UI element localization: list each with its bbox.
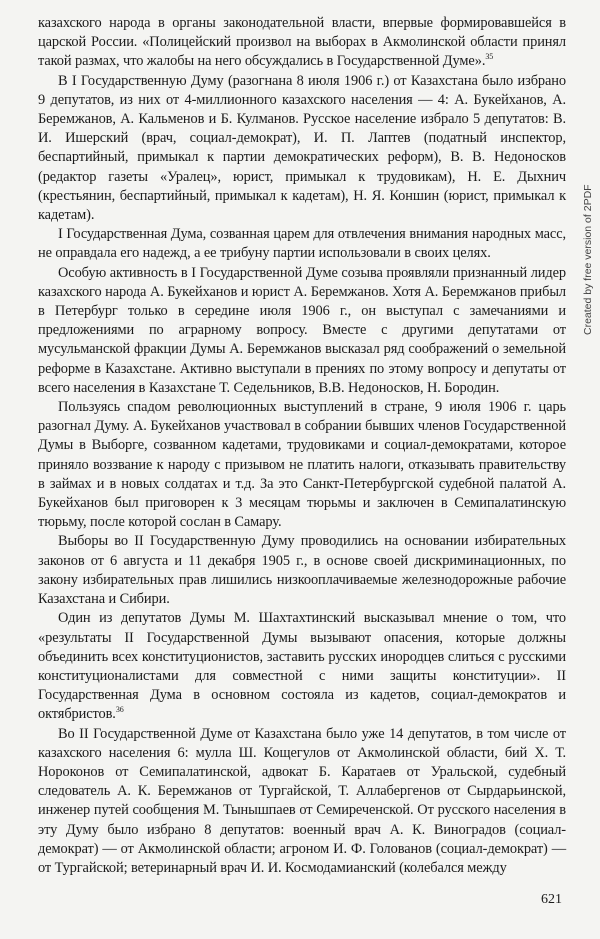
- page-body: [38, 14, 566, 878]
- paragraph-7: Один из депутатов Думы М. Шахтахтинский высказывал мнение о том, что «результаты II Государственной Думы вызывают опасения, которые должны объединить всех конституционистов, заставить русских инородцев слиться с русскими конституционалистами для совместной с ними защиты конституции». II Государственная Дума в основном состояла из кадетов, социал-демократов и октябристов.$^{36}$: [38, 610, 566, 723]
- paragraph-6: Выборы во II Государственную Думу проводились на основании избирательных законов от 6 августа и 11 декабря 1905 г., в основе своей дискриминационных, по закону избирательных прав лишились низкооплачиваемые железнодорожные рабочие Казахстана и Сибири.: [38, 533, 566, 608]
- page-number: 621: [541, 892, 562, 907]
- paragraph-4: Особую активность в I Государственной Думе созыва проявляли признанный лидер казахского народа А. Букейханов и юрист А. Беремжанов. Хотя А. Беремжанов прибыл в Петербург только в середине июля 1906 г., он выступал с замечаниями и предложениями по аграрному вопросу. Вместе с другими депутатами от мусульманской фракции Думы А. Беремжанов высказал ряд соображений о земельной реформе в Казахстане. Активно выступали в прениях по этому вопросу и депутаты от всего населения в Казахстане Т. Седельников, В.В. Недоносков, Н. Бородин.: [38, 264, 566, 396]
- paragraph-2: В I Государственную Думу (разогнана 8 июля 1906 г.) от Казахстана было избрано 9 депутатов, из них от 4-миллионного казахского населения — 4: А. Букейханов, А. Беремжанов, А. Кальменов и Б. Кулманов. Русское население избрало 5 депутатов: В. И. Ишерский (врач, социал-демократ), И. П. Лаптев (податный инспектор, беспартийный, примыкал к партии демократических реформ), В. В. Недоносков (редактор газеты «Уралец», юрист, примыкал к трудовикам), Н. Е. Дыхнич (крестьянин, беспартийный, примыкал к кадетам), Н. Я. Коншин (юрист, примыкал к кадетам).: [38, 72, 566, 224]
- paragraph-1: казахского народа в органы законодательной власти, впервые формировавшейся в царской России. «Полицейский произвол на выборах в Акмолинской области принял такой размах, что жалобы на него обсуждались в Государственной Думе».$^{35}$: [38, 15, 566, 70]
- footnote-ref[interactable]: 35: [485, 52, 494, 62]
- paragraph-8: Во II Государственной Думе от Казахстана было уже 14 депутатов, в том числе от казахского населения 6: мулла Ш. Кощегулов от Акмолинской области, бий Х. Т. Нороконов от Семипалатинской, адвокат Б. Каратаев от Уральской, судебный следователь А. К. Беремжанов от Тургайской, Т. Аллабергенов от Сырдарьинской, инженер путей сообщения М. Тынышпаев от Семиреченской. От русского населения в эту Думу было избрано 8 депутатов: военный врач А. К. Виноградов (социал-демократ) — от Акмолинской области; агроном И. Ф. Голованов (социал-демократ) — от Тургайской; ветеринарный врач И. И. Космодамианский (колебался между: [38, 725, 566, 876]
- footnote-ref[interactable]: 36: [115, 705, 124, 715]
- watermark-text: Created by free version of 2PDF: [582, 184, 594, 335]
- paragraph-3: I Государственная Дума, созванная царем для отвлечения внимания народных масс, не оправдала его надежд, а ее трибуну партии использовали в своих целях.: [38, 226, 566, 262]
- paragraph-5: Пользуясь спадом революционных выступлений в стране, 9 июля 1906 г. царь разогнал Думу. А. Букейханов участвовал в собрании бывших членов Государственной Думы в Выборге, созванном кадетами, трудовиками и социал-демократами, которое приняло воззвание к народу с призывом не платить налоги, отказывать правительству в займах и в новых солдатах и т.д. За это Санкт-Петербургской судебной палатой А. Букейханов был приговорен к 3 месяцам тюрьмы и заключен в Семипалатинскую тюрьму, после которой сослан в Самару.: [38, 399, 566, 531]
